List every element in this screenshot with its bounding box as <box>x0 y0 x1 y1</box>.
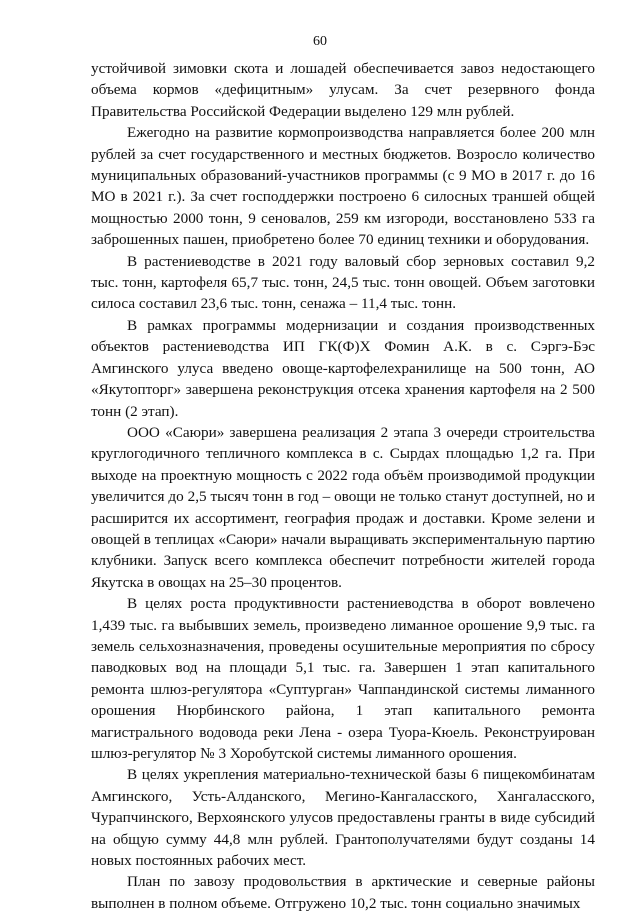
paragraph-continuation: устойчивой зимовки скота и лошадей обеспечивается завоз недостающего объема кормов «дефицитным» улусам. За счет резервного фонда Правительства Российской Федерации выделено 129 млн рублей. <box>91 60 595 120</box>
paragraph-crop-harvest: В растениеводстве в 2021 году валовый сбор зерновых составил 9,2 тыс. тонн, картофеля 65,7 тыс. тонн, 24,5 тыс. тонн овощей. Объем заготовки силоса составил 23,6 тыс. тонн, сенажа – 11,4 тыс. тонн. <box>91 252 595 313</box>
paragraph-arctic-delivery: План по завозу продовольствия в арктические и северные районы выполнен в полном объеме. Отгружено 10,2 тыс. тонн социально значимых <box>91 873 595 912</box>
paragraph-food-plants-grants: В целях укрепления материально-технической базы 6 пищекомбинатам Амгинского, Усть-Алданского, Мегино-Кангаласского, Хангаласского, Чурапчинского, Верхоянского улусов предоставлены гранты в виде субсидий на общую сумму 44,8 млн рублей. Грантополучателями будут созданы 14 новых постоянных рабочих мест. <box>91 766 595 870</box>
page-number: 60 <box>313 34 327 49</box>
paragraph-greenhouse: ООО «Саюри» завершена реализация 2 этапа 3 очереди строительства круглогодичного тепличного комплекса в с. Сырдах площадью 1,2 га. При выходе на проектную мощность с 2022 года объём производимой продукции увеличится до 2,5 тысяч тонн в год – овощи не только станут доступней, но и расширится их ассортимент, география продаж и доставки. Кроме зелени и овощей в теплицах «Саюри» начали выращивать экспериментальную партию клубники. Запуск всего комплекса обеспечит потребности жителей города Якутска в овощах на 25–30 процентов. <box>91 423 595 591</box>
paragraph-feed-production: Ежегодно на развитие кормопроизводства направляется более 200 млн рублей за счет государственного и местных бюджетов. Возросло количество муниципальных образований-участников программы (с 9 МО в 2017 г. до 16 МО в 2021 г.). За счет господдержки построено 6 силосных траншей общей мощностью 2000 тонн, 9 сеновалов, 259 км изгороди, восстановлено 533 га заброшенных пашен, приобретено более 70 единиц техники и оборудования. <box>91 124 595 249</box>
document-body <box>91 58 595 914</box>
paragraph-modernization: В рамках программы модернизации и создания производственных объектов растениеводства ИП ГК(Ф)Х Фомин А.К. в с. Сэргэ-Бэс Амгинского улуса введено овоще-картофелехранилище на 500 тонн, АО «Якутопторг» завершена реконструкция отсека хранения картофеля на 2 500 тонн (2 этап). <box>91 316 595 420</box>
paragraph-land-irrigation: В целях роста продуктивности растениеводства в оборот вовлечено 1,439 тыс. га выбывших земель, произведено лиманное орошение 9,9 тыс. га земель сельхозназначения, проведены осушительные мероприятия по сбросу паводковых вод на площади 5,1 тыс. га. Завершен 1 этап капитального ремонта шлюз-регулятора «Суптурган» Чаппандинской системы лиманного орошения Нюрбинского района, 1 этап капитального ремонта магистрального водовода реки Лена - озера Туора-Кюель. Реконструирован шлюз-регулятор № 3 Хоробутской системы лиманного орошения. <box>91 595 595 762</box>
